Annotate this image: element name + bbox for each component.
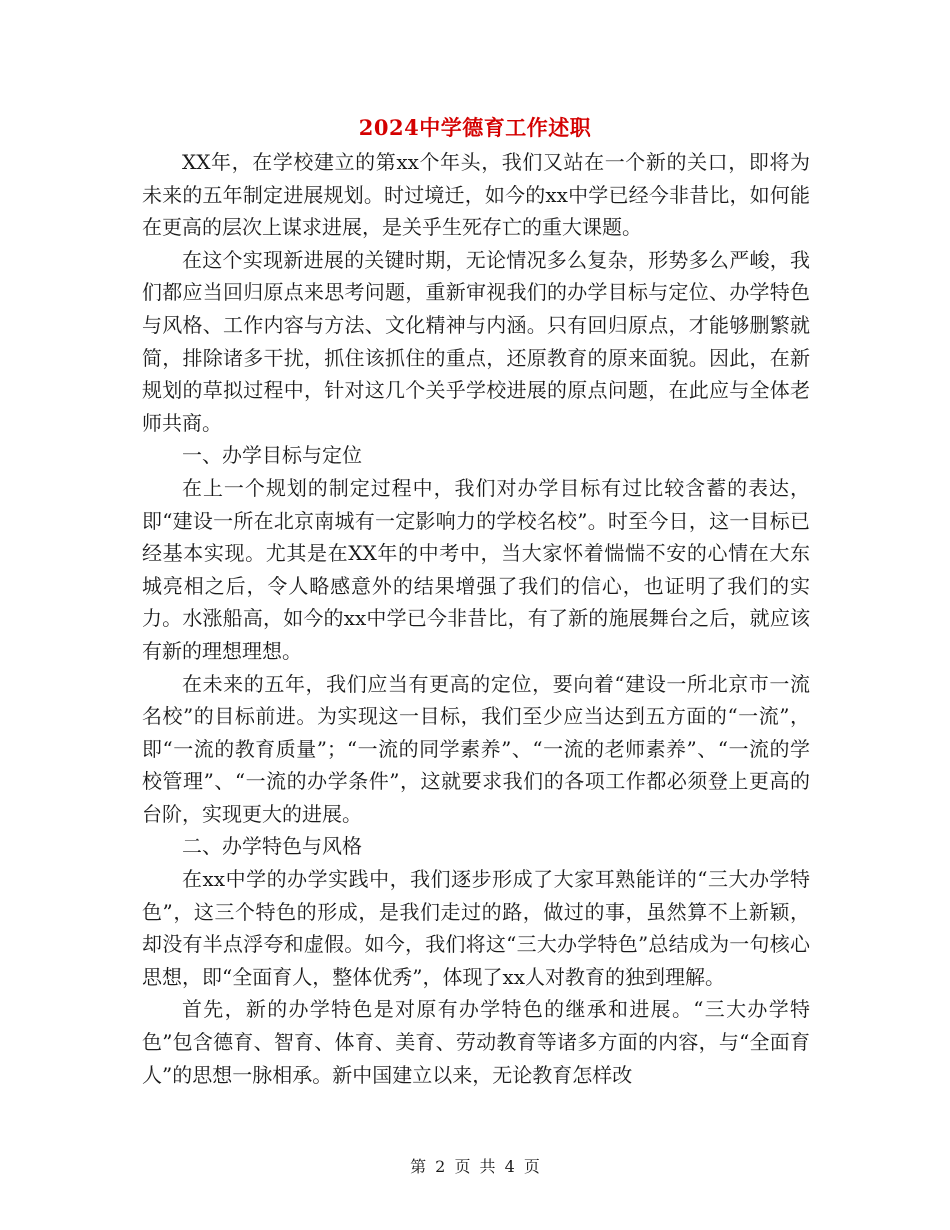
paragraph-three-features: 在xx中学的办学实践中，我们逐步形成了大家耳熟能详的“三大办学特色”，这三个特色的形成，是我们走过的路，做过的事，虽然算不上新颖，却没有半点浮夸和虚假。如今，我们将这“三大办学特色”总结成为一句核心思想，即“全面育人，整体优秀”，体现了xx人对教育的独到理解。	[142, 867, 810, 989]
document-body	[142, 146, 810, 1091]
section-heading-goals: 一、办学目标与定位	[182, 443, 362, 468]
paragraph-inheritance: 首先，新的办学特色是对原有办学特色的继承和进展。“三大办学特色”包含德育、智育、体育、美育、劳动教育等诸多方面的内容，与“全面育人”的思想一脉相承。新中国建立以来，无论教育怎样改	[142, 997, 810, 1087]
section-heading-features: 二、办学特色与风格	[182, 834, 362, 859]
paragraph-return-to-origin: 在这个实现新进展的关键时期，无论情况多么复杂，形势多么严峻，我们都应当回归原点来思考问题，重新审视我们的办学目标与定位、办学特色与风格、工作内容与方法、文化精神与内涵。只有回归原点，才能够删繁就简，排除诸多干扰，抓住该抓住的重点，还原教育的原来面貌。因此，在新规划的草拟过程中，针对这几个关乎学校进展的原点问题，在此应与全体老师共商。	[142, 247, 810, 435]
paragraph-future-positioning: 在未来的五年，我们应当有更高的定位，要向着“建设一所北京市一流名校”的目标前进。为实现这一目标，我们至少应当达到五方面的“一流”，即“一流的教育质量”；“一流的同学素养”、“一流的老师素养”、“一流的学校管理”、“一流的办学条件”，这就要求我们的各项工作都必须登上更高的台阶，实现更大的进展。	[142, 671, 810, 826]
paragraph-intro: XX年，在学校建立的第xx个年头，我们又站在一个新的关口，即将为未来的五年制定进展规划。时过境迁，如今的xx中学已经今非昔比，如何能在更高的层次上谋求进展，是关乎生死存亡的重大课题。	[142, 150, 810, 240]
document-title: 2024中学德育工作述职	[358, 115, 592, 140]
paragraph-previous-plan: 在上一个规划的制定过程中，我们对办学目标有过比较含蓄的表达，即“建设一所在北京南城有一定影响力的学校名校”。时至今日，这一目标已经基本实现。尤其是在XX年的中考中，当大家怀着惴惴不安的心情在大东城亮相之后，令人略感意外的结果增强了我们的信心，也证明了我们的实力。水涨船高，如今的xx中学已今非昔比，有了新的施展舞台之后，就应该有新的理想理想。	[142, 475, 810, 663]
page-footer: 第 2 页 共 4 页	[410, 1157, 540, 1176]
